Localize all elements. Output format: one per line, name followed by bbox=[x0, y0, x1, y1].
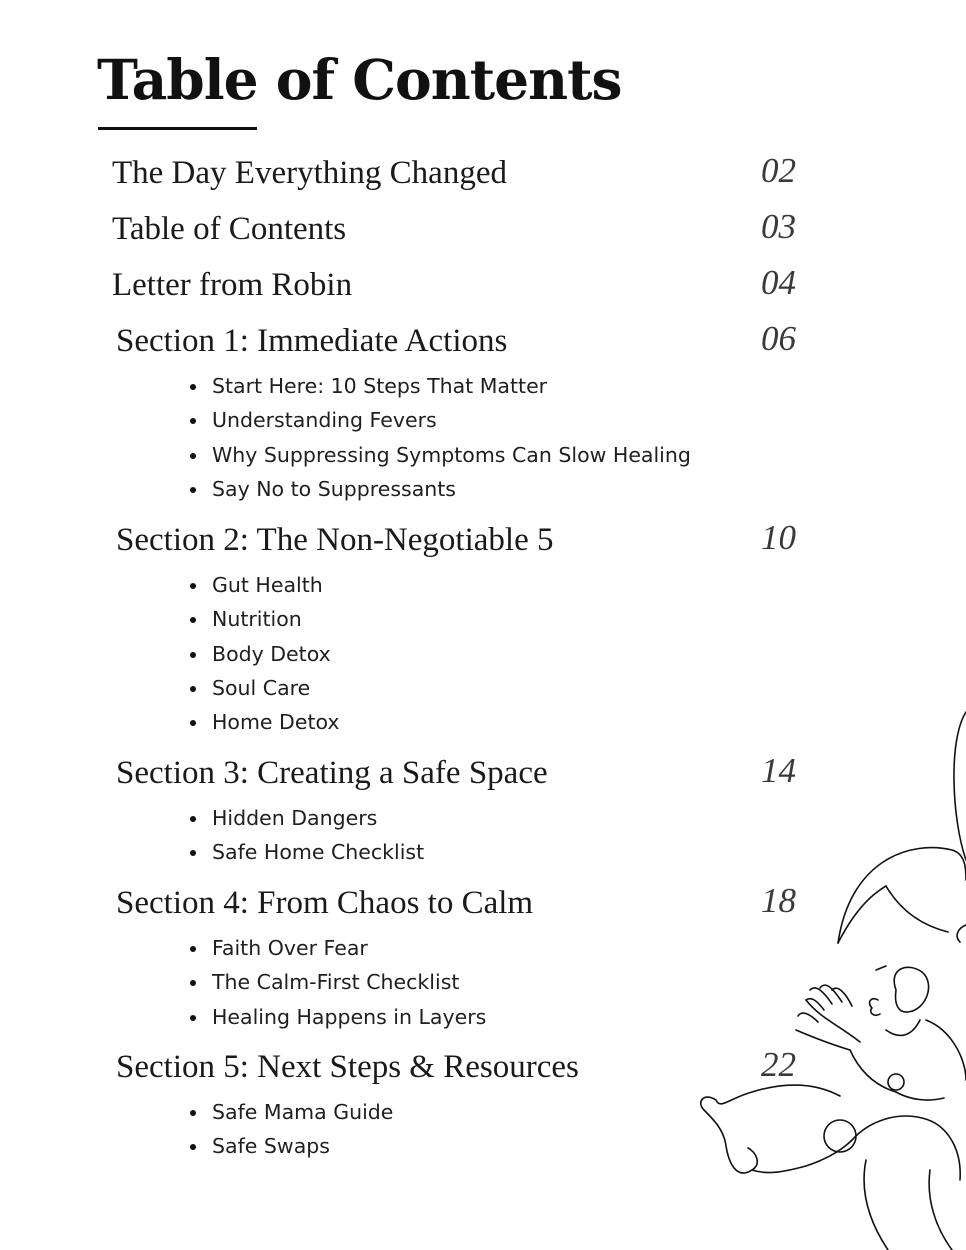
toc-section-1[interactable] bbox=[112, 318, 802, 364]
section-page-number: 14 bbox=[761, 751, 796, 790]
topic-item[interactable]: Gut Health bbox=[188, 568, 340, 602]
section-4-topic-list bbox=[188, 931, 486, 1034]
topic-item[interactable]: Start Here: 10 Steps That Matter bbox=[188, 369, 691, 403]
topic-item[interactable]: Body Detox bbox=[188, 637, 340, 671]
toc-entry-table-of-contents[interactable] bbox=[112, 206, 802, 252]
section-title: Section 2: The Non-Negotiable 5 bbox=[116, 522, 554, 558]
topic-item[interactable]: Safe Swaps bbox=[188, 1129, 393, 1163]
baby-line-art-icon bbox=[690, 700, 966, 1250]
topic-item[interactable]: Healing Happens in Layers bbox=[188, 1000, 486, 1034]
section-3-topic-list bbox=[188, 801, 424, 870]
section-title: Section 3: Creating a Safe Space bbox=[116, 755, 548, 791]
topic-item[interactable]: Safe Mama Guide bbox=[188, 1095, 393, 1129]
topic-item[interactable]: Soul Care bbox=[188, 671, 340, 705]
topic-item[interactable]: Nutrition bbox=[188, 602, 340, 636]
page-title: Table of Contents bbox=[97, 47, 622, 112]
toc-entry-the-day-everything-changed[interactable] bbox=[112, 150, 802, 196]
topic-item[interactable]: Why Suppressing Symptoms Can Slow Healing bbox=[188, 438, 691, 472]
toc-entry-page-number: 02 bbox=[761, 151, 796, 190]
topic-item[interactable]: Safe Home Checklist bbox=[188, 835, 424, 869]
topic-item[interactable]: Hidden Dangers bbox=[188, 801, 424, 835]
section-2-topic-list bbox=[188, 568, 340, 739]
toc-section-2[interactable] bbox=[112, 517, 802, 563]
topic-item[interactable]: The Calm-First Checklist bbox=[188, 965, 486, 999]
toc-entry-title: The Day Everything Changed bbox=[112, 155, 507, 191]
toc-entry-page-number: 04 bbox=[761, 263, 796, 302]
section-page-number: 22 bbox=[761, 1045, 796, 1084]
topic-item[interactable]: Faith Over Fear bbox=[188, 931, 486, 965]
section-title: Section 5: Next Steps & Resources bbox=[116, 1049, 579, 1085]
toc-entry-page-number: 03 bbox=[761, 207, 796, 246]
title-underline bbox=[98, 127, 257, 130]
toc-entry-title: Table of Contents bbox=[112, 211, 347, 247]
section-1-topic-list bbox=[188, 369, 691, 506]
section-page-number: 10 bbox=[761, 518, 796, 557]
topic-item[interactable]: Understanding Fevers bbox=[188, 403, 691, 437]
section-title: Section 1: Immediate Actions bbox=[116, 323, 508, 359]
topic-item[interactable]: Say No to Suppressants bbox=[188, 472, 691, 506]
toc-entry-letter-from-robin[interactable] bbox=[112, 262, 802, 308]
toc-entry-title: Letter from Robin bbox=[112, 267, 353, 303]
section-page-number: 06 bbox=[761, 319, 796, 358]
section-5-topic-list bbox=[188, 1095, 393, 1164]
section-title: Section 4: From Chaos to Calm bbox=[116, 885, 534, 921]
section-page-number: 18 bbox=[761, 881, 796, 920]
topic-item[interactable]: Home Detox bbox=[188, 705, 340, 739]
